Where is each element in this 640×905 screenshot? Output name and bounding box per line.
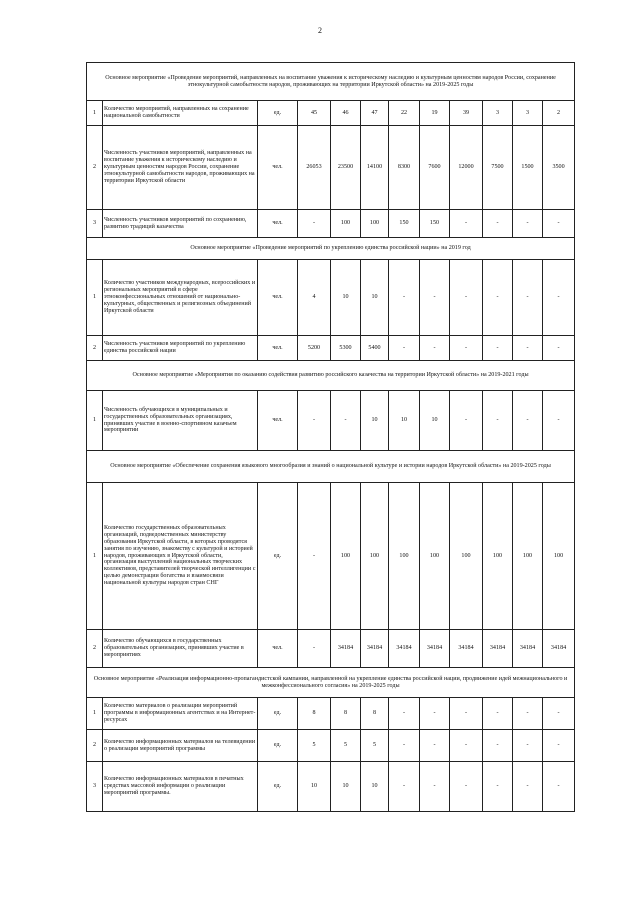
value-cell: - <box>543 391 575 451</box>
value-cell: - <box>450 762 483 812</box>
value-cell: 7500 <box>483 126 513 210</box>
value-cell: 10 <box>331 762 361 812</box>
value-cell: 5 <box>361 730 389 762</box>
value-cell: 2 <box>543 101 575 126</box>
unit-cell: ед. <box>258 698 298 730</box>
value-cell: - <box>543 336 575 361</box>
section-title: Основное мероприятие «Проведение мероприятий, направленных на воспитание уважения к историческому наследию и культурным ценностям народов России, сохранение этнокультурной самобытности народов, проживающих на территории Иркутской области» на 2019-2025 годы <box>87 63 575 101</box>
table-row <box>87 126 575 210</box>
table-row <box>87 483 575 630</box>
value-cell: 7600 <box>420 126 450 210</box>
section-title: Основное мероприятие «Проведение мероприятий по укреплению единства российской нации» на 2019 год <box>87 238 575 260</box>
value-cell: - <box>513 260 543 336</box>
indicator-name: Количество участников международных, всероссийских и региональных мероприятий в сфере этноконфессиональных отношений от национально-культурных, общественных и религиозных объединений Иркутской области <box>103 260 258 336</box>
value-cell: 23500 <box>331 126 361 210</box>
unit-cell: ед. <box>258 101 298 126</box>
value-cell: 150 <box>420 210 450 238</box>
table-row <box>87 630 575 668</box>
row-number: 1 <box>87 260 103 336</box>
row-number: 3 <box>87 762 103 812</box>
table-row <box>87 698 575 730</box>
value-cell: 10 <box>298 762 331 812</box>
section-title: Основное мероприятие «Обеспечение сохранения языкового многообразия и знаний о национальной культуре и истории народов Иркутской области» на 2019-2025 годы <box>87 451 575 483</box>
unit-cell: чел. <box>258 210 298 238</box>
value-cell: - <box>298 391 331 451</box>
indicator-name: Количество информационных материалов на телевидении о реализации мероприятий программы <box>103 730 258 762</box>
value-cell: 10 <box>420 391 450 451</box>
indicator-name: Численность участников мероприятий по укреплению единства российской нации <box>103 336 258 361</box>
unit-cell: чел. <box>258 126 298 210</box>
unit-cell: ед. <box>258 762 298 812</box>
value-cell: - <box>420 698 450 730</box>
value-cell: - <box>389 762 420 812</box>
value-cell: 4 <box>298 260 331 336</box>
value-cell: - <box>543 762 575 812</box>
value-cell: - <box>298 210 331 238</box>
indicator-name: Численность обучающихся в муниципальных и государственных образовательных организациях, принявших участие в военно-спортивном казачьем мероприятии <box>103 391 258 451</box>
value-cell: 5400 <box>361 336 389 361</box>
section-header-row <box>87 238 575 260</box>
value-cell: 34184 <box>331 630 361 668</box>
indicator-name: Количество государственных образовательных организаций, подведомственных министерству образования Иркутской области, в которых проводятся занятия по изучению, знакомству с культурой и историей народов, проживающих в Иркутской области, организация выступлений национальных творческих коллективов, представителей творческой интеллигенции с целью демонстрации богатства и взаимосвязи национальной культуры народов стран СНГ <box>103 483 258 630</box>
value-cell: 100 <box>483 483 513 630</box>
value-cell: 8 <box>298 698 331 730</box>
row-number: 1 <box>87 101 103 126</box>
table-row <box>87 730 575 762</box>
value-cell: 10 <box>361 762 389 812</box>
value-cell: 100 <box>331 483 361 630</box>
table-row <box>87 210 575 238</box>
value-cell: - <box>513 391 543 451</box>
value-cell: - <box>543 698 575 730</box>
value-cell: - <box>420 730 450 762</box>
value-cell: - <box>483 730 513 762</box>
unit-cell: чел. <box>258 260 298 336</box>
value-cell: 10 <box>361 260 389 336</box>
value-cell: 34184 <box>361 630 389 668</box>
table-row <box>87 260 575 336</box>
indicator-name: Количество информационных материалов в печатных средствах массовой информации о реализации мероприятий программы. <box>103 762 258 812</box>
row-number: 2 <box>87 126 103 210</box>
unit-cell: ед. <box>258 730 298 762</box>
row-number: 3 <box>87 210 103 238</box>
section-title: Основное мероприятие «Реализация информационно-пропагандистской кампании, направленной на укрепление единства российской нации, продвижение идей межнационального и межконфессионального согласия» на 2019-2025 годы <box>87 668 575 698</box>
indicator-name: Количество материалов о реализации мероприятий программы в информационных агентствах и на Интернет-ресурсах <box>103 698 258 730</box>
value-cell: - <box>483 762 513 812</box>
value-cell: 46 <box>331 101 361 126</box>
row-number: 1 <box>87 483 103 630</box>
table-row <box>87 762 575 812</box>
value-cell: 100 <box>420 483 450 630</box>
indicators-table <box>86 62 575 812</box>
value-cell: 100 <box>331 210 361 238</box>
value-cell: 12000 <box>450 126 483 210</box>
value-cell: - <box>389 336 420 361</box>
value-cell: 3 <box>483 101 513 126</box>
value-cell: 150 <box>389 210 420 238</box>
value-cell: 39 <box>450 101 483 126</box>
value-cell: - <box>450 260 483 336</box>
value-cell: - <box>389 730 420 762</box>
value-cell: 5 <box>331 730 361 762</box>
value-cell: 34184 <box>483 630 513 668</box>
value-cell: 5 <box>298 730 331 762</box>
indicator-name: Численность участников мероприятий по сохранению, развитию традиций казачества <box>103 210 258 238</box>
indicator-name: Количество обучающихся в государственных образовательных организациях, принявших участие в мероприятиях <box>103 630 258 668</box>
value-cell: - <box>543 210 575 238</box>
row-number: 2 <box>87 336 103 361</box>
value-cell: 22 <box>389 101 420 126</box>
value-cell: - <box>513 698 543 730</box>
value-cell: - <box>483 698 513 730</box>
value-cell: - <box>483 260 513 336</box>
value-cell: 47 <box>361 101 389 126</box>
value-cell: 100 <box>361 210 389 238</box>
row-number: 1 <box>87 698 103 730</box>
value-cell: - <box>483 391 513 451</box>
value-cell: 8300 <box>389 126 420 210</box>
value-cell: - <box>450 210 483 238</box>
value-cell: 34184 <box>513 630 543 668</box>
value-cell: 5200 <box>298 336 331 361</box>
value-cell: - <box>513 336 543 361</box>
value-cell: 34184 <box>420 630 450 668</box>
value-cell: - <box>420 336 450 361</box>
value-cell: 100 <box>389 483 420 630</box>
row-number: 2 <box>87 730 103 762</box>
value-cell: - <box>450 391 483 451</box>
value-cell: 26053 <box>298 126 331 210</box>
value-cell: - <box>420 762 450 812</box>
page-number: 2 <box>318 26 322 35</box>
value-cell: 34184 <box>389 630 420 668</box>
value-cell: - <box>513 210 543 238</box>
value-cell: 8 <box>331 698 361 730</box>
value-cell: 3 <box>513 101 543 126</box>
value-cell: 100 <box>361 483 389 630</box>
value-cell: - <box>389 698 420 730</box>
value-cell: 100 <box>513 483 543 630</box>
value-cell: 34184 <box>450 630 483 668</box>
section-header-row <box>87 361 575 391</box>
table-row <box>87 336 575 361</box>
value-cell: 45 <box>298 101 331 126</box>
section-header-row <box>87 668 575 698</box>
value-cell: 10 <box>331 260 361 336</box>
value-cell: - <box>543 260 575 336</box>
value-cell: 19 <box>420 101 450 126</box>
value-cell: 3500 <box>543 126 575 210</box>
value-cell: - <box>513 730 543 762</box>
row-number: 2 <box>87 630 103 668</box>
value-cell: - <box>450 336 483 361</box>
table-body <box>87 63 575 812</box>
section-title: Основное мероприятие «Мероприятия по оказанию содействия развитию российского казачества на территории Иркутской области» на 2019-2021 годы <box>87 361 575 391</box>
value-cell: - <box>483 336 513 361</box>
value-cell: 34184 <box>543 630 575 668</box>
value-cell: - <box>450 730 483 762</box>
value-cell: 100 <box>543 483 575 630</box>
value-cell: - <box>543 730 575 762</box>
value-cell: - <box>389 260 420 336</box>
unit-cell: чел. <box>258 630 298 668</box>
row-number: 1 <box>87 391 103 451</box>
indicator-name: Численность участников мероприятий, направленных на воспитание уважения к историческому наследию и культурным ценностям народов России, сохранение этнокультурной самобытности народов, проживающих на территории Иркутской области <box>103 126 258 210</box>
value-cell: 10 <box>361 391 389 451</box>
unit-cell: чел. <box>258 391 298 451</box>
value-cell: - <box>298 483 331 630</box>
value-cell: - <box>420 260 450 336</box>
table-row <box>87 101 575 126</box>
value-cell: - <box>483 210 513 238</box>
indicator-name: Количество мероприятий, направленных на сохранение национальной самобытности <box>103 101 258 126</box>
section-header-row <box>87 451 575 483</box>
value-cell: 100 <box>450 483 483 630</box>
value-cell: - <box>331 391 361 451</box>
unit-cell: ед. <box>258 483 298 630</box>
value-cell: - <box>298 630 331 668</box>
value-cell: 14100 <box>361 126 389 210</box>
section-header-row <box>87 63 575 101</box>
value-cell: 1500 <box>513 126 543 210</box>
table-row <box>87 391 575 451</box>
value-cell: - <box>450 698 483 730</box>
value-cell: 8 <box>361 698 389 730</box>
unit-cell: чел. <box>258 336 298 361</box>
value-cell: - <box>513 762 543 812</box>
value-cell: 10 <box>389 391 420 451</box>
value-cell: 5300 <box>331 336 361 361</box>
